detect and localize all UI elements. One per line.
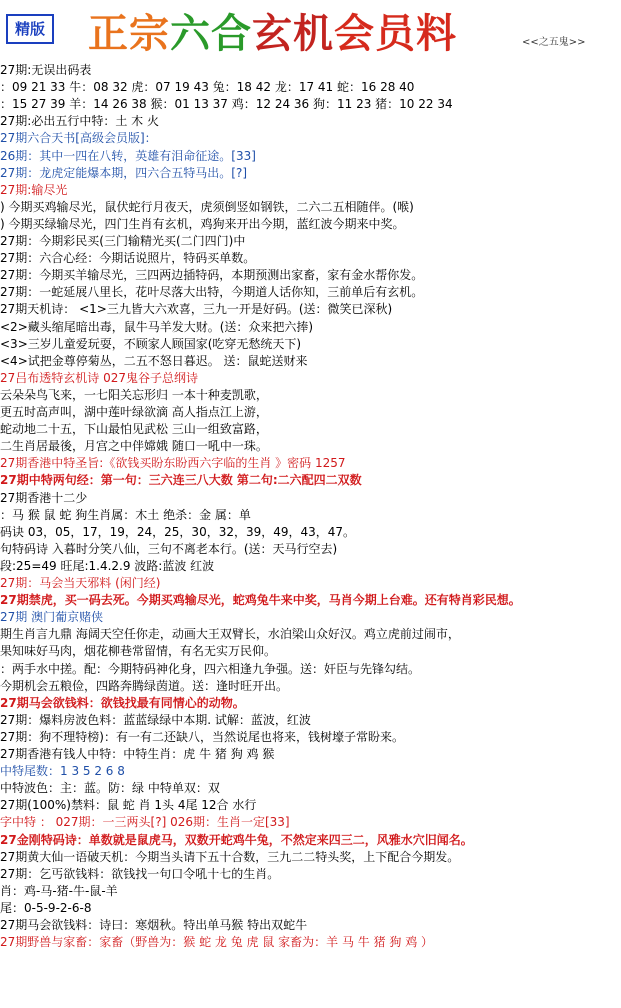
text-line: 27期中特两句经：第一句：三六连三八大数 第二句:二六配四二双数	[0, 473, 362, 488]
text-line: 27期香港十二少	[0, 490, 88, 505]
text-line: 27期：六合心经：今期话说照片，特码买单数。	[0, 251, 256, 266]
text-line: 27期：一蛇延展八里长，花叶尽落大出特，今期道人话你知，三前单后有玄机。	[0, 285, 424, 300]
text-line: 27期：龙虎定能爆本期，四六合五特马出。[?]	[0, 165, 248, 180]
text-line: 27期六合天书[高级会员版]：	[0, 131, 157, 146]
text-line: 27期:无误出码表	[0, 63, 92, 77]
header	[0, 0, 621, 62]
text-line: 字中特 ： 027期：一三两头[?] 026期：生肖一定[33]	[0, 815, 290, 830]
badge-label: 精版	[6, 14, 54, 44]
text-line: 27期:必出五行中特：土 木 火	[0, 114, 159, 129]
text-line: <4>试把金尊停菊丛，二五不怒日暮迟。 送：鼠蛇送财来	[0, 353, 308, 368]
text-line: 27期：狗不理特榜)：有一有二还缺八，当然说尾也将来，钱树壕子常盼来。	[0, 729, 404, 744]
text-line: <2>藏头缩尾暗出毒，鼠牛马羊发大财。(送：众来把六捧)	[0, 319, 314, 334]
text-line: 今期机会五粮俭，四路奔腾绿茵道。送：逢时旺开出。	[0, 678, 289, 693]
text-line: 27期天机诗： <1>三九皆大六欢喜，三九一开是好码。(送：微笑已深秋)	[0, 302, 393, 317]
text-line: 码诀 03，05，17，19，24，25，30，32，39，49，43，47。	[0, 524, 356, 539]
text-line: 蛇动地二十五，下山最怕见武松 三山一组致富路，	[0, 422, 268, 437]
title-part-1: 正宗	[88, 10, 170, 57]
text-line: 27期(100%)禁料：鼠 蛇 肖 1头 4尾 12合 水行	[0, 798, 257, 813]
text-line: ：09 21 33 牛：08 32 虎：07 19 43 兔：18 42 龙：17 41 蛇：16 28 40	[0, 80, 415, 95]
text-line: ) 今期买鸡输尽光，鼠伏蛇行月夜天，虎须倒竖如钢铁，二六二五相随伴。(喉)	[0, 199, 414, 214]
text-line: 27期香港中特圣旨:《欲钱买盼东盼西六字临的生肖 》密码 1257	[0, 456, 346, 471]
text-line: 27期：今期买羊输尽光，三四两边插特码，本期预测出家畜，家有金水帮你发。	[0, 268, 424, 283]
text-line: 中特波色：主：蓝。防：绿 中特单双：双	[0, 781, 220, 796]
text-line: 27期 澳门葡京赌侠	[0, 610, 104, 625]
text-line: 27期:输尽光	[0, 182, 68, 197]
text-line: 更五时高声叫，湖中莲叶绿欲滴 高人指点江上游，	[0, 405, 268, 419]
text-line: 肖：鸡-马-猪-牛-鼠-羊	[0, 883, 118, 898]
text-line: <3>三岁儿童爱玩耍，不顾家人顾国家(吃穿无愁统天下)	[0, 336, 302, 351]
title-part-4: 会员料	[334, 10, 457, 57]
text-line: ：马 猴 鼠 蛇 狗生肖属：木土 绝杀：金 属：单	[0, 507, 251, 522]
text-line: ) 今期买绿输尽光，四门生肖有玄机，鸡狗来开出今期，蓝红波今期来中奖。	[0, 216, 405, 231]
text-line: 果知味好马肉，烟花柳巷常留情，有名无实万民仰。	[0, 644, 277, 659]
text-line: 26期：其中一四在八转，英雄有泪命征途。[33]	[0, 148, 256, 163]
text-line: 27期：马会当天邪料 (闲门经)	[0, 576, 161, 590]
text-line: 27期黄大仙一语破天机：今期当头请下五十合数，三九二二特头奖，上下配合今期发。	[0, 849, 460, 864]
text-line: 27期：爆料房波色料：蓝蓝绿绿中本期. 试解：蓝波，红波	[0, 712, 311, 727]
title-part-3: 玄机	[252, 10, 334, 57]
text-line: 27吕布透特玄机诗 027鬼谷子总纲诗	[0, 370, 198, 385]
text-line: 27期：乞丐欲钱料：欲钱找一句口令吼十七的生肖。	[0, 866, 280, 881]
text-line: 27期马会欲钱料：诗曰：寒烟秋。特出单马猴 特出双蛇牛	[0, 918, 308, 932]
page-title	[88, 2, 457, 59]
text-line: 尾：0-5-9-2-6-8	[0, 900, 92, 915]
text-line: 27期野兽与家畜：家畜（野兽为：猴 蛇 龙 兔 虎 鼠 家畜为：羊 马 牛 猪 狗 鸡 ）	[0, 935, 434, 950]
text-line: 云朵朵鸟飞来，一七阳关忘形归 一本十种麦凯歌，	[0, 387, 268, 402]
author-tag: <<之五鬼>>	[522, 37, 586, 48]
text-line: 句特码诗 入暮时分笑八仙，三句不离老本行。(送：天马行空去)	[0, 541, 338, 556]
text-line: ：两手水中搓。配：今期特码神化身，四六相逢九争强。送：奸臣与先锋勾结。	[0, 661, 421, 676]
text-line: 段:25=49 旺尾:1.4.2.9 波路:蓝波 红波	[0, 558, 215, 573]
text-line: 27期马会欲钱料：欲钱找最有同情心的动物。	[0, 695, 245, 710]
text-line: 27期：今期彩民买(三门输精光买(二门四门)中	[0, 234, 246, 248]
text-line: 中特尾数：1 3 5 2 6 8	[0, 764, 125, 779]
text-line: 27期香港有钱人中特：中特生肖：虎 牛 猪 狗 鸡 猴	[0, 747, 275, 761]
text-line: ：15 27 39 羊：14 26 38 猴：01 13 37 鸡：12 24 36 狗：11 23 猪：10 22 34	[0, 97, 453, 112]
text-line: 27期禁虎，买一码去死。今期买鸡输尽光，蛇鸡兔牛来中奖，马肖今期上台难。还有特肖彩民想。	[0, 593, 521, 608]
text-line: 27金刚特码诗：单数就是鼠虎马，双数开蛇鸡牛兔，不然定来四三二，风雅水穴旧闻名。	[0, 832, 473, 847]
text-line: 期生肖言九鼎 海阔天空任你走，动画大王双臂长，水泊梁山众好汉。鸡立虎前过闹市，	[0, 627, 460, 642]
text-line: 二生肖居最後，月宫之中伴嫦娥 随口一吼中一珠。	[0, 439, 268, 454]
title-part-2: 六合	[170, 10, 252, 57]
